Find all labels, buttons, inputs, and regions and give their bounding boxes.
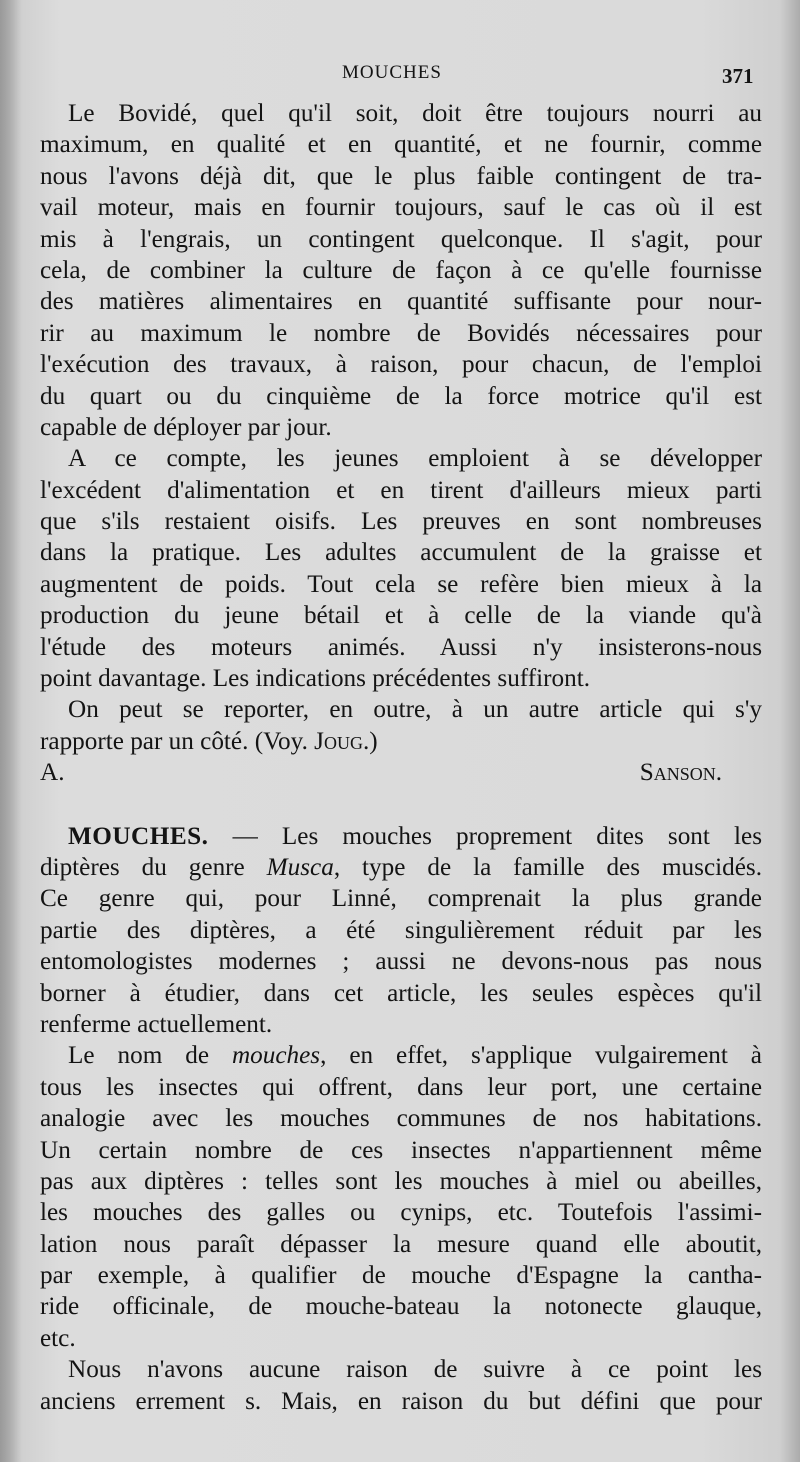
text-line <box>40 852 762 883</box>
text-line: Un certain nombre de ces insectes n'appartiennent même <box>40 1136 762 1164</box>
running-title: MOUCHES <box>342 62 442 83</box>
italic-term: mouches <box>231 1042 321 1070</box>
text-line: les mouches des galles ou cynips, etc. Toutefois l'assimi- <box>40 1199 762 1227</box>
signature-name: Sanson <box>639 759 716 787</box>
page-number: 371 <box>722 64 754 88</box>
text-line <box>40 821 762 852</box>
body-text <box>40 98 762 1417</box>
text-line: analogie avec les mouches communes de nos habitations. <box>40 1105 762 1133</box>
text-line: etc. <box>40 1324 76 1352</box>
text-fragment: Le nom de <box>68 1042 232 1070</box>
signature-end: . <box>715 759 722 787</box>
text-line: ride officinale, de mouche-bateau la notonecte glauque, <box>40 1293 762 1321</box>
text-line: vail moteur, mais en fournir toujours, sauf le cas où il est <box>40 194 762 222</box>
paragraph-4 <box>40 821 762 1041</box>
text-line: l'excédent d'alimentation et en tirent d'ailleurs mieux parti <box>40 476 762 504</box>
paragraph-2 <box>40 443 762 694</box>
text-fragment: diptères du genre <box>40 853 267 881</box>
text-line: Ce genre qui, pour Linné, comprenait la plus grande <box>40 885 762 913</box>
text-line: par exemple, à qualifier de mouche d'Espagne la cantha- <box>40 1262 762 1290</box>
paragraph-3 <box>40 694 762 788</box>
article-heading: MOUCHES. <box>68 822 209 850</box>
text-line: Le Bovidé, quel qu'il soit, doit être toujours nourri au <box>68 100 762 127</box>
text-line <box>40 1040 762 1071</box>
text-line: nous l'avons déjà dit, que le plus faible contingent de tra- <box>40 162 762 190</box>
text-line: renferme actuellement. <box>40 1010 273 1038</box>
text-line: production du jeune bétail et à celle de la viande qu'à <box>40 602 762 630</box>
section-gap <box>40 789 762 821</box>
paragraph-6 <box>40 1354 762 1417</box>
author-signature <box>40 757 762 788</box>
text-line: augmentent de poids. Tout cela se refère bien mieux à la <box>40 570 762 598</box>
page-gutter-shadow <box>0 0 22 1462</box>
text-fragment: .) <box>362 727 378 755</box>
text-line: entomologistes modernes ; aussi ne devons-nous pas nous <box>40 948 762 976</box>
text-line: On peut se reporter, en outre, à un autre article qui s'y <box>68 696 762 724</box>
text-line: Nous n'avons aucune raison de suivre à ce point les <box>68 1356 762 1384</box>
text-line: borner à étudier, dans cet article, les seules espèces qu'il <box>40 979 762 1007</box>
text-line: l'étude des moteurs animés. Aussi n'y insisterons-nous <box>40 633 762 661</box>
text-line <box>40 726 762 757</box>
text-line: partie des diptères, a été singulièrement réduit par les <box>40 916 762 944</box>
text-line: que s'ils restaient oisifs. Les preuves en sont nombreuses <box>40 508 762 536</box>
text-line: pas aux diptères : telles sont les mouches à miel ou abeilles, <box>40 1167 762 1195</box>
text-line: maximum, en qualité et en quantité, et ne fournir, comme <box>40 131 762 159</box>
cross-reference: Joug <box>314 727 363 755</box>
signature-initial: A. <box>40 759 640 787</box>
text-fragment: , en effet, s'applique vulgairement à <box>320 1042 762 1070</box>
text-fragment: — Les mouches proprement dites sont les <box>208 822 762 850</box>
text-line: A ce compte, les jeunes emploient à se développer <box>68 445 762 473</box>
text-line: du quart ou du cinquième de la force motrice qu'il est <box>40 382 762 410</box>
paragraph-1 <box>40 98 762 443</box>
text-line: l'exécution des travaux, à raison, pour chacun, de l'emploi <box>40 351 762 379</box>
genus-name: Musca <box>266 853 334 881</box>
text-line: mis à l'engrais, un contingent quelconque. Il s'agit, pour <box>40 225 762 253</box>
text-line: cela, de combiner la culture de façon à ce qu'elle fournisse <box>40 256 762 284</box>
text-line: des matières alimentaires en quantité suffisante pour nour- <box>40 288 762 316</box>
text-line: anciens errement s. Mais, en raison du but défini que pour <box>40 1387 762 1415</box>
text-line: capable de déployer par jour. <box>40 413 332 441</box>
text-line: tous les insectes qui offrent, dans leur port, une certaine <box>40 1073 762 1101</box>
text-line: lation nous paraît dépasser la mesure quand elle aboutit, <box>40 1230 762 1258</box>
text-line: dans la pratique. Les adultes accumulent de la graisse et <box>40 539 762 567</box>
text-fragment: , type de la famille des muscidés. <box>333 853 762 881</box>
text-fragment: rapporte par un côté. (Voy. <box>40 727 315 755</box>
paragraph-5 <box>40 1040 762 1354</box>
page-header <box>0 58 800 88</box>
text-line: point davantage. Les indications précédentes suffiront. <box>40 665 590 693</box>
text-line: rir au maximum le nombre de Bovidés nécessaires pour <box>40 319 762 347</box>
